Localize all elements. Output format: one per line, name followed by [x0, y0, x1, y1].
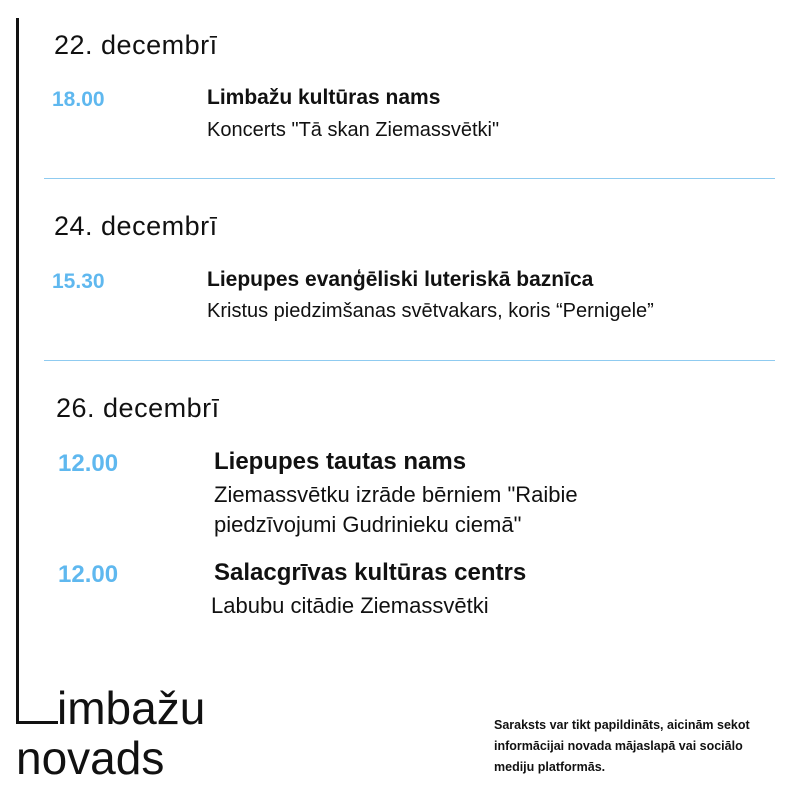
event-description: Kristus piedzimšanas svētvakars, koris “Pernigele”: [207, 300, 654, 322]
footer-note: Saraksts var tikt papildināts, aicinām sekot informācijai novada mājaslapā vai sociālo mediju platformās.: [494, 718, 750, 774]
event-time: 12.00: [58, 450, 119, 477]
section-divider: [44, 360, 775, 361]
event-description-line: piedzīvojumi Gudrinieku ciemā": [214, 512, 522, 537]
event-description: Labubu citādie Ziemassvētki: [211, 593, 489, 618]
section-date-24: 24. decembrī: [54, 211, 218, 241]
event-description: [214, 480, 578, 540]
event-description: Koncerts "Tā skan Ziemassvētki": [207, 119, 500, 141]
brand-logo-l-base: [16, 721, 58, 724]
brand-vertical-line: [16, 18, 19, 724]
section-divider: [44, 178, 775, 179]
event-time: 15.30: [52, 270, 105, 293]
section-date-26: 26. decembrī: [56, 393, 220, 423]
event-time: 18.00: [52, 88, 105, 111]
event-venue: Salacgrīvas kultūras centrs: [214, 559, 527, 586]
event-venue: Limbažu kultūras nams: [207, 86, 441, 109]
event-description-line: Ziemassvētku izrāde bērniem "Raibie: [214, 482, 578, 507]
event-venue: Liepupes evanģēliski luteriskā baznīca: [207, 268, 594, 291]
brand-logo-line2: novads: [16, 732, 165, 784]
event-time: 12.00: [58, 561, 119, 588]
section-date-22: 22. decembrī: [54, 30, 218, 60]
brand-logo-line1: imbažu: [57, 682, 206, 734]
event-venue: Liepupes tautas nams: [214, 448, 467, 475]
